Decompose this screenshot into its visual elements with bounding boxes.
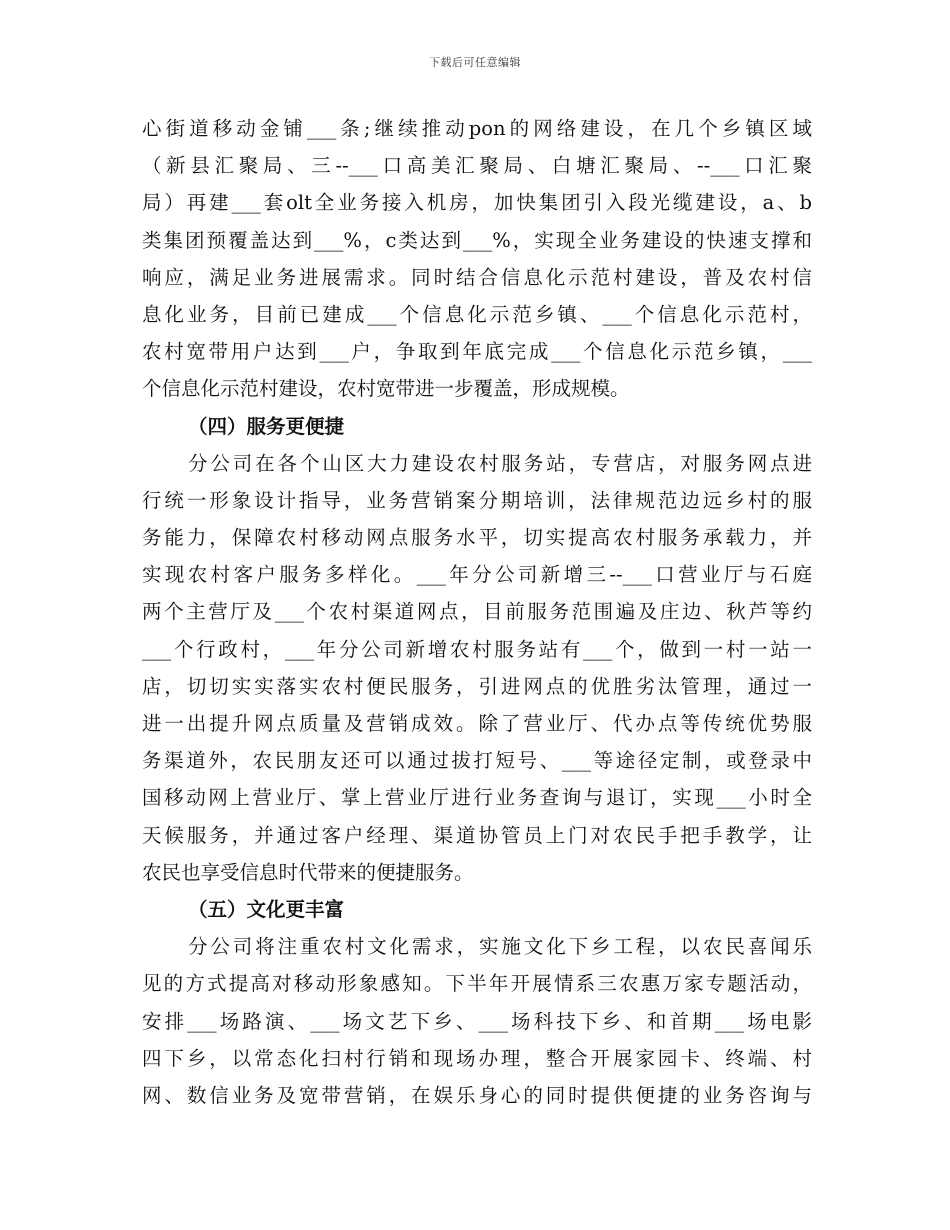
page-header: 下载后可任意编辑 xyxy=(429,56,521,69)
document-body xyxy=(142,110,812,1114)
text-line: 见的方式提高对移动形象感知。下半年开展情系三农惠万家专题活动， xyxy=(142,972,812,996)
text-line: 四下乡，以常态化扫村行销和现场办理，整合开展家园卡、终端、村 xyxy=(142,1046,812,1070)
text-line: 心街道移动金铺___条;继续推动pon的网络建设，在几个乡镇区域 xyxy=(142,117,812,140)
text-line: 务能力，保障农村移动网点服务水平，切实提高农村服务承载力，并 xyxy=(142,526,812,550)
text-line: 实现农村客户服务多样化。___年分公司新增三--___口营业厅与石庭 xyxy=(142,563,812,587)
section-heading-culture: （五）文化更丰富 xyxy=(188,897,345,921)
paragraph-network-construction xyxy=(142,110,812,408)
text-line: ___个行政村，___年分公司新增农村服务站有___个，做到一村一站一 xyxy=(142,637,812,661)
text-line: 农村宽带用户达到___户，争取到年底完成___个信息化示范乡镇，___ xyxy=(142,340,812,364)
text-line: 务渠道外，农民朋友还可以通过拔打短号、___等途径定制，或登录中 xyxy=(142,749,812,773)
text-line: 分公司在各个山区大力建设农村服务站，专营店，对服务网点进 xyxy=(188,451,812,475)
text-line: 进一出提升网点质量及营销成效。除了营业厅、代办点等传统优势服 xyxy=(142,712,812,735)
section-heading-service: （四）服务更便捷 xyxy=(188,414,345,438)
text-line: 局）再建___套olt全业务接入机房，加快集团引入段光缆建设，a、b xyxy=(142,191,812,215)
text-line: 个信息化示范村建设，农村宽带进一步覆盖，形成规模。 xyxy=(142,377,630,401)
text-line: 网、数信业务及宽带营销，在娱乐身心的同时提供便捷的业务咨询与 xyxy=(142,1083,812,1107)
text-line: 天候服务，并通过客户经理、渠道协管员上门对农民手把手教学，让 xyxy=(142,823,812,847)
text-line: 农民也享受信息时代带来的便捷服务。 xyxy=(142,860,474,884)
text-line: 分公司将注重农村文化需求，实施文化下乡工程，以农民喜闻乐 xyxy=(188,935,812,959)
text-line: 响应，满足业务进展需求。同时结合信息化示范村建设，普及农村信 xyxy=(142,265,812,289)
text-line: 类集团预覆盖达到___%，c类达到___%，实现全业务建设的快速支撑和 xyxy=(142,228,812,252)
paragraph-service xyxy=(142,445,812,891)
text-line: 店，切切实实落实农村便民服务，引进网点的优胜劣汰管理，通过一 xyxy=(142,674,812,698)
text-line: 国移动网上营业厅、掌上营业厅进行业务查询与退订，实现___小时全 xyxy=(142,786,812,810)
text-line: 息化业务，目前已建成___个信息化示范乡镇、___个信息化示范村， xyxy=(142,302,812,326)
text-line: 行统一形象设计指导，业务营销案分期培训，法律规范边远乡村的服 xyxy=(142,488,812,512)
text-line: （新县汇聚局、三--___口高美汇聚局、白塘汇聚局、--___口汇聚 xyxy=(142,154,812,178)
text-line: 两个主营厅及___个农村渠道网点，目前服务范围遍及庄边、秋芦等约 xyxy=(142,600,812,624)
text-line: 安排___场路演、___场文艺下乡、___场科技下乡、和首期___场电影 xyxy=(142,1009,812,1033)
paragraph-culture xyxy=(142,928,812,1114)
